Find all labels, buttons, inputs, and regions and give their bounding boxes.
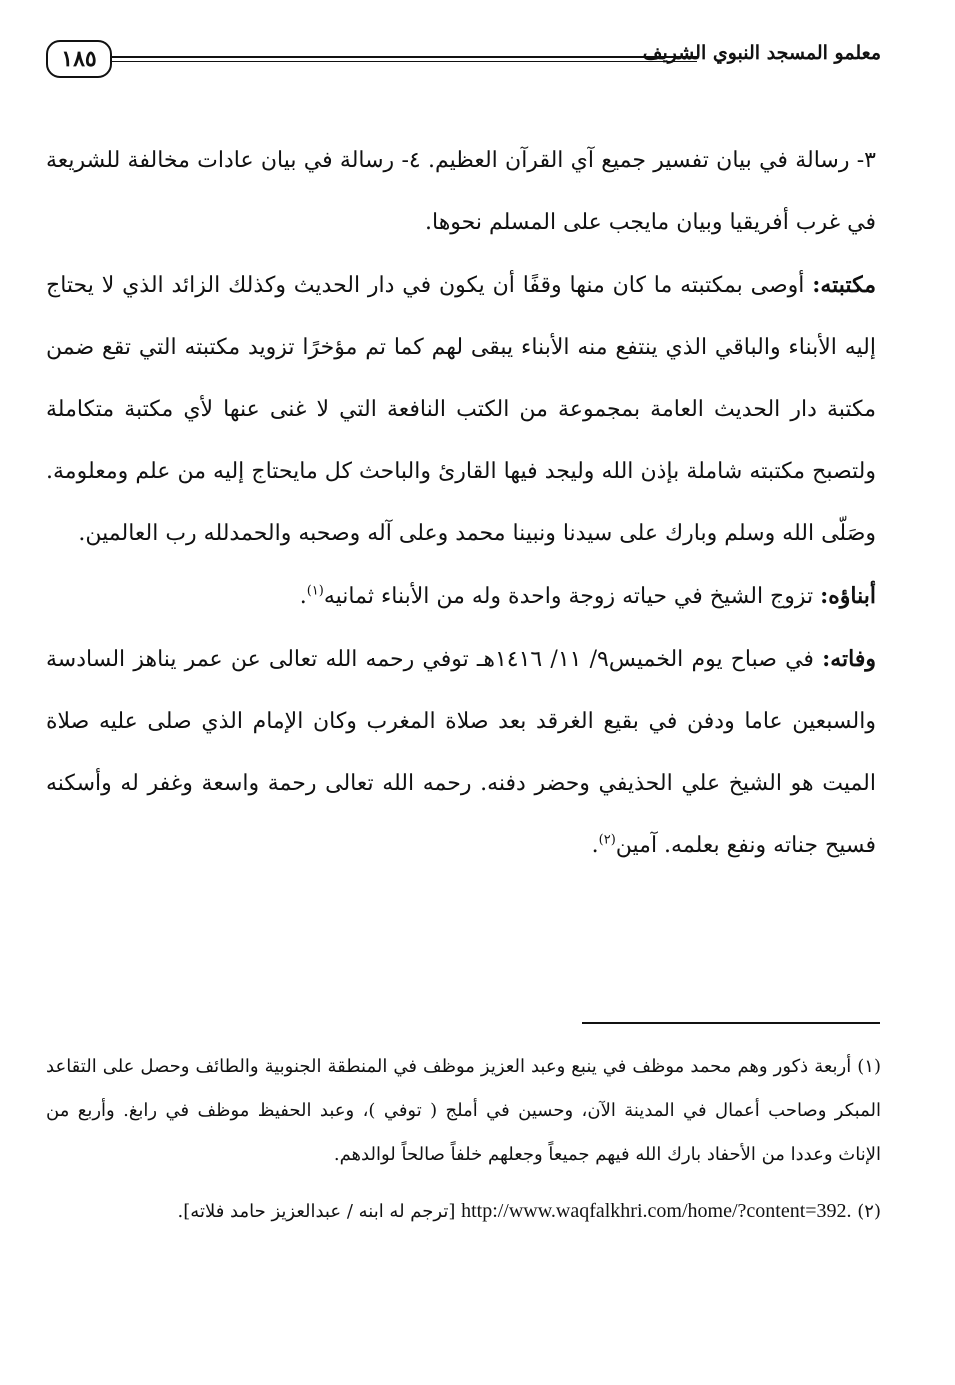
children-heading: أبناؤه: [820, 583, 876, 609]
library-text: أوصى بمكتبته ما كان منها وقفًا أن يكون في دار الحديث وكذلك الزائد الذي لا يحتاج إليه الأبناء والباقي الذي ينتفع منه الأبناء يبقى لهم كما تم مؤخرًا تزويد مكتبته التي تقع ضمن مكتبة دار الحديث العامة بمجموعة من الكتب النافعة التي لا غنى عنها لأي مكتبة متكاملة ولتصبح مكتبته شاملة بإذن الله وليجد فيها القارئ والباحث كل مايحتاج إليه من علم ومعلومة. وصَلّى الله وسلم وبارك على سيدنا ونبينا محمد وعلى آله وصحبه والحمدلله رب العالمين. [46, 273, 876, 546]
paragraph-death: وفاته: في صباح يوم الخميس٩/ ١١/ ١٤١٦هـ توفي رحمه الله تعالى عن عمر يناهز السادسة والسبعين عاما ودفن في بقيع الغرقد بعد صلاة المغرب وكان الإمام الذي صلى عليه صلاة الميت هو الشيخ علي الحذيفي وحضر دفنه. رحمه الله تعالى رحمة واسعة وغفر له وأسكنه فسيح جناته ونفع بعلمه. آمين$^{(٢)}$. [46, 646, 876, 858]
footnote-2 [46, 1189, 881, 1234]
footnote-1: (١) أربعة ذكور وهم محمد موظف في ينبع وعبد العزيز موظف في المنطقة الجنوبية والطائف وحصل على التقاعد المبكر وصاحب أعمال في المدينة الآن، وحسين في أملج ( توفي )، وعبد الحفيظ موظف في رابغ. وأربع من الإناث وعددا من الأحفاد بارك الله فيهم جميعاً وجعلهم خلفاً صالحاً لوالدهم. [46, 1056, 881, 1165]
page-header [46, 40, 881, 80]
footnote-separator [582, 1022, 880, 1024]
paragraph-works: ٣- رسالة في بيان تفسير جميع آي القرآن العظيم. ٤- رسالة في بيان عادات مخالفة للشريعة في غرب أفريقيا وبيان مايجب على المسلم نحوها. [46, 148, 876, 235]
main-text [46, 130, 876, 877]
page-number: ١٨٥ [46, 40, 112, 78]
paragraph-children: أبناؤه: تزوج الشيخ في حياته زوجة واحدة وله من الأبناء ثمانيه$^{(١)}$. [299, 583, 876, 609]
paragraph-library [46, 254, 876, 565]
library-heading: مكتبته: [812, 272, 876, 298]
death-text: في صباح يوم الخميس٩/ ١١/ ١٤١٦هـ توفي رحمه الله تعالى عن عمر يناهز السادسة والسبعين عاما ودفن في بقيع الغرقد بعد صلاة المغرب وكان الإمام الذي صلى عليه صلاة الميت هو الشيخ علي الحذيفي وحضر دفنه. رحمه الله تعالى رحمة واسعة وغفر له وأسكنه فسيح جناته ونفع بعلمه. آمين [46, 647, 876, 858]
footnote-ref-1[interactable]: (١) [306, 583, 324, 599]
running-title: معلمو المسجد النبوي الشريف [642, 42, 881, 64]
children-text: تزوج الشيخ في حياته زوجة واحدة وله من الأبناء ثمانيه [323, 584, 821, 609]
header-rule [110, 56, 697, 58]
header-rule-thin [110, 61, 697, 62]
footnote-2-text: [ترجم له ابنه / عبدالعزيز حامد فلاته]. [177, 1201, 462, 1222]
footnote-2-marker: (٢) [857, 1201, 881, 1222]
footnote-2-url[interactable]: http://www.waqfalkhri.com/home/?content=392. [461, 1200, 852, 1222]
footnote-ref-2[interactable]: (٢) [598, 832, 616, 848]
footnotes [46, 1045, 881, 1234]
death-heading: وفاته: [822, 646, 876, 672]
